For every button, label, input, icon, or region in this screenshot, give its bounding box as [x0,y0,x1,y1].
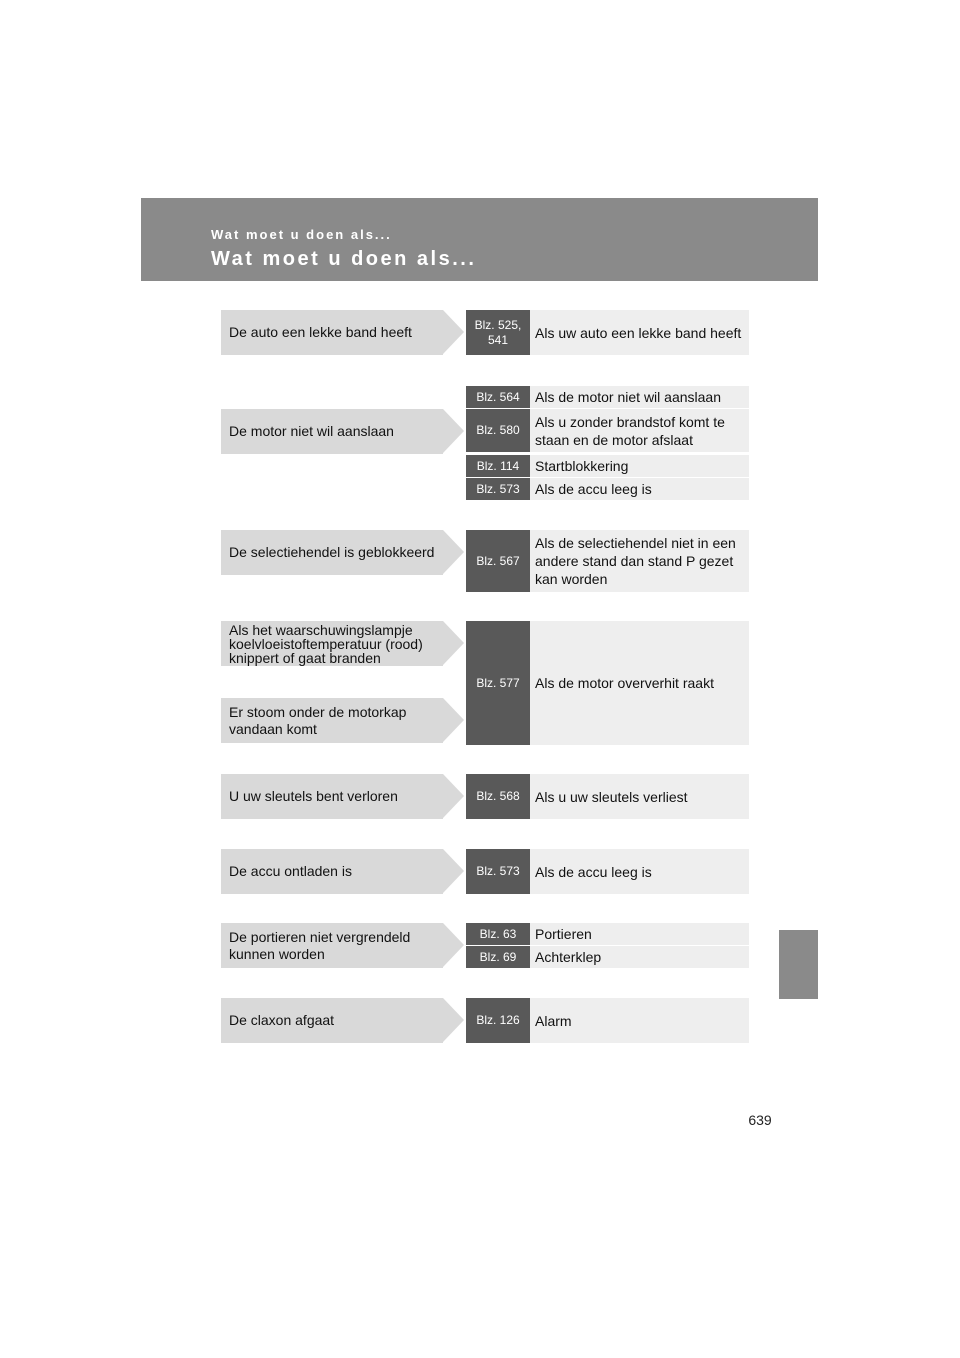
condition-flat-tire: De auto een lekke band heeft [221,310,443,355]
page-ref-horn[interactable]: Blz. 126 [466,998,530,1043]
page-ref-doors-2[interactable]: Blz. 69 [466,946,530,968]
desc-shift-lever: Als de selectiehendel niet in een andere stand dan stand P gezet kan worden [530,530,749,592]
condition-shift-lever: De selectiehendel is geblokkeerd [221,530,443,575]
header-title: Wat moet u doen als... [211,248,477,270]
desc-engine-4: Als de accu leeg is [530,478,749,500]
desc-doors-2: Achterklep [530,946,749,968]
desc-engine-1: Als de motor niet wil aanslaan [530,386,749,408]
page-ref-overheating[interactable]: Blz. 577 [466,621,530,745]
condition-battery: De accu ontladen is [221,849,443,894]
condition-steam: Er stoom onder de motorkap vandaan komt [221,698,443,743]
desc-horn: Alarm [530,998,749,1043]
desc-lost-keys: Als u uw sleutels verliest [530,774,749,819]
desc-engine-2: Als u zonder brandstof komt te staan en de motor afslaat [530,409,749,452]
desc-flat-tire: Als uw auto een lekke band heeft [530,310,749,355]
desc-overheating: Als de motor oververhit raakt [530,621,749,745]
page-ref-engine-3[interactable]: Blz. 114 [466,455,530,477]
header-subtitle: Wat moet u doen als... [211,227,392,242]
condition-lost-keys: U uw sleutels bent verloren [221,774,443,819]
desc-battery: Als de accu leeg is [530,849,749,894]
section-header [141,198,818,281]
chapter-tab [779,930,818,999]
page-ref-engine-2[interactable]: Blz. 580 [466,409,530,452]
page-number: 639 [748,1112,772,1128]
condition-warning-lamp: Als het waarschuwingslampje koelvloeistoftemperatuur (rood) knippert of gaat branden [221,621,443,666]
page-ref-battery[interactable]: Blz. 573 [466,849,530,894]
page-ref-shift-lever[interactable]: Blz. 567 [466,530,530,592]
page-ref-engine-1[interactable]: Blz. 564 [466,386,530,408]
desc-doors-1: Portieren [530,923,749,945]
desc-engine-3: Startblokkering [530,455,749,477]
condition-engine-wont-start: De motor niet wil aanslaan [221,409,443,454]
page-ref-doors-1[interactable]: Blz. 63 [466,923,530,945]
condition-doors: De portieren niet vergrendeld kunnen worden [221,923,443,968]
page-ref-engine-4[interactable]: Blz. 573 [466,478,530,500]
page-ref-flat-tire[interactable]: Blz. 525, 541 [466,310,530,355]
condition-horn: De claxon afgaat [221,998,443,1043]
page-ref-lost-keys[interactable]: Blz. 568 [466,774,530,819]
